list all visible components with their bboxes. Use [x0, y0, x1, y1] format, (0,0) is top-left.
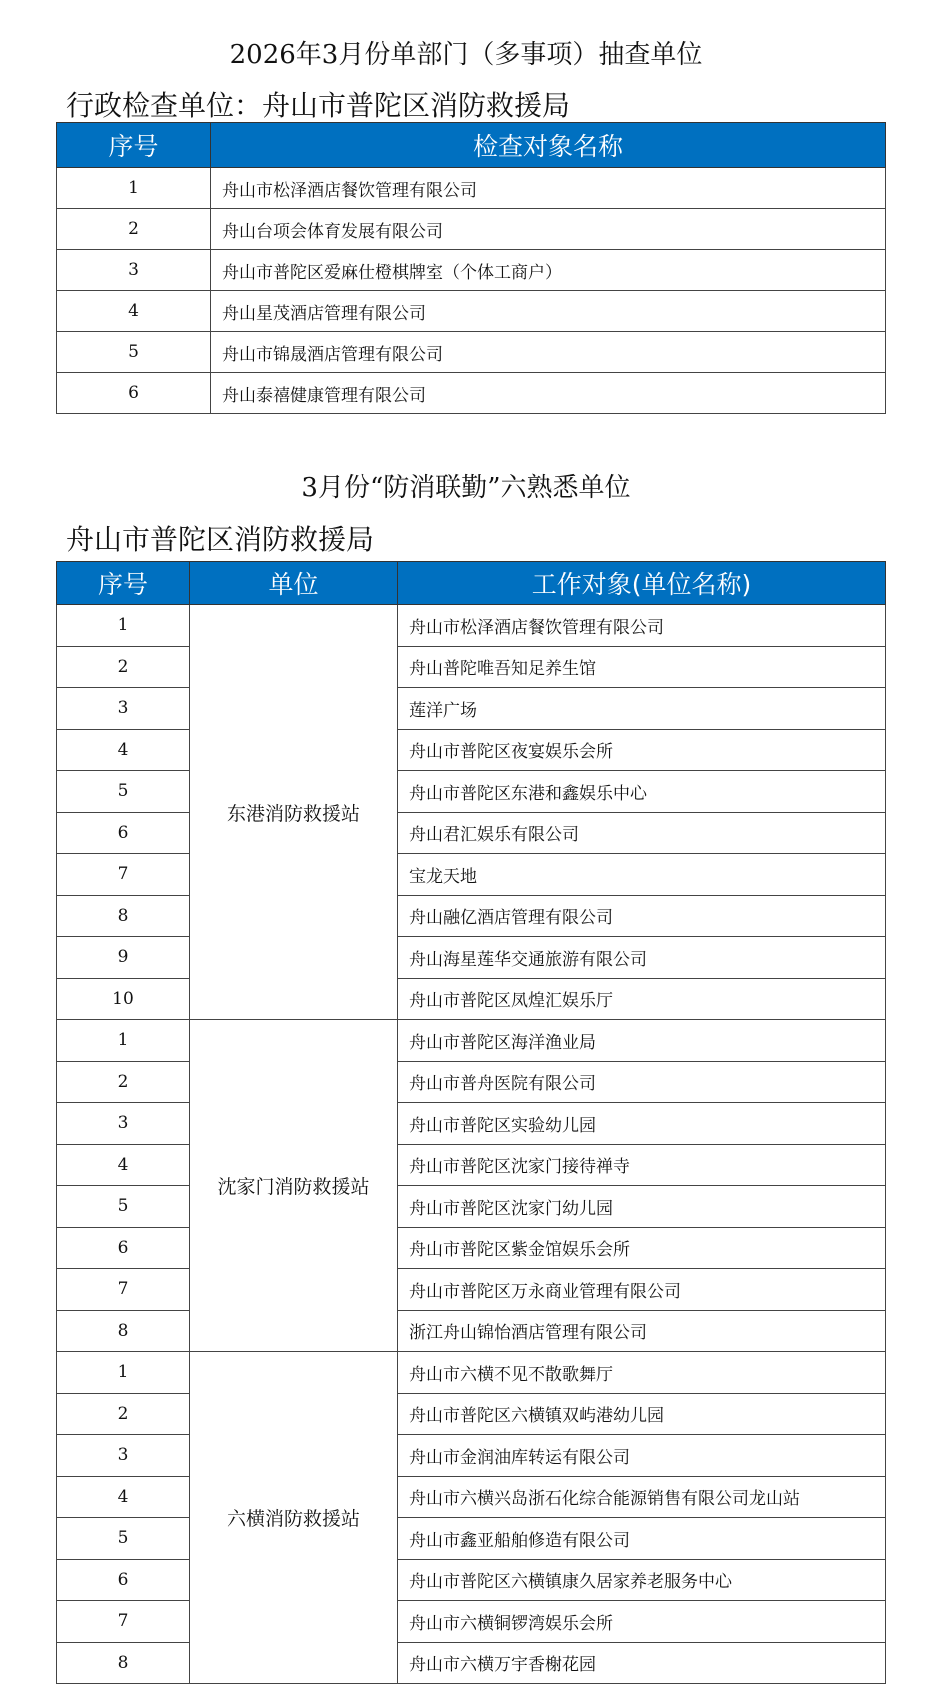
- row-target: 舟山市普陀区凤煌汇娱乐厅: [398, 978, 886, 1020]
- row-target: 浙江舟山锦怡酒店管理有限公司: [398, 1310, 886, 1352]
- table-row: [57, 812, 886, 854]
- table-row: [57, 895, 886, 937]
- row-target: 舟山市普舟医院有限公司: [398, 1061, 886, 1103]
- table-row: [57, 1642, 886, 1684]
- table-row: [57, 1435, 886, 1477]
- row-index: 1: [57, 605, 190, 647]
- row-target: 舟山市六横万宇香榭花园: [398, 1642, 886, 1684]
- familiarization-table: [56, 561, 886, 1684]
- table-row: [57, 373, 886, 414]
- table-row: [57, 978, 886, 1020]
- table-row: [57, 1061, 886, 1103]
- row-index: 6: [57, 812, 190, 854]
- row-target: 舟山君汇娱乐有限公司: [398, 812, 886, 854]
- table-header-row: [57, 123, 886, 168]
- table-row: [57, 1227, 886, 1269]
- inspection-table: [56, 122, 886, 414]
- row-target: 舟山市普陀区夜宴娱乐会所: [398, 729, 886, 771]
- table-row: [57, 1352, 886, 1394]
- table-row: [57, 1186, 886, 1228]
- row-name: 舟山市松泽酒店餐饮管理有限公司: [211, 168, 886, 209]
- row-index: 4: [57, 729, 190, 771]
- header-index: 序号: [57, 123, 211, 168]
- row-index: 6: [57, 1559, 190, 1601]
- table-row: [57, 1476, 886, 1518]
- row-index: 7: [57, 1601, 190, 1643]
- row-index: 8: [57, 1642, 190, 1684]
- row-index: 6: [57, 1227, 190, 1269]
- row-index: 4: [57, 1476, 190, 1518]
- row-index: 5: [57, 771, 190, 813]
- table-row: [57, 291, 886, 332]
- row-index: 2: [57, 1393, 190, 1435]
- row-name: 舟山市锦晟酒店管理有限公司: [211, 332, 886, 373]
- row-index: 10: [57, 978, 190, 1020]
- row-index: 7: [57, 1269, 190, 1311]
- table-row: [57, 646, 886, 688]
- row-index: 6: [57, 373, 211, 414]
- unit-cell: 六横消防救援站: [190, 1352, 398, 1684]
- row-target: 舟山市普陀区东港和鑫娱乐中心: [398, 771, 886, 813]
- table-row: [57, 605, 886, 647]
- row-target: 舟山普陀唯吾知足养生馆: [398, 646, 886, 688]
- row-target: 莲洋广场: [398, 688, 886, 730]
- row-target: 舟山融亿酒店管理有限公司: [398, 895, 886, 937]
- row-target: 舟山市普陀区沈家门幼儿园: [398, 1186, 886, 1228]
- table-header-row: [57, 562, 886, 605]
- header-index: 序号: [57, 562, 190, 605]
- header-unit: 单位: [190, 562, 398, 605]
- row-index: 1: [57, 168, 211, 209]
- table-row: [57, 688, 886, 730]
- row-index: 3: [57, 1103, 190, 1145]
- table-row: [57, 1393, 886, 1435]
- row-index: 3: [57, 250, 211, 291]
- table-row: [57, 1144, 886, 1186]
- table-row: [57, 1269, 886, 1311]
- header-target: 工作对象(单位名称): [398, 562, 886, 605]
- table-row: [57, 854, 886, 896]
- table-row: [57, 1020, 886, 1062]
- table-row: [57, 168, 886, 209]
- row-name: 舟山台项会体育发展有限公司: [211, 209, 886, 250]
- header-name: 检查对象名称: [211, 123, 886, 168]
- row-target: 舟山市金润油库转运有限公司: [398, 1435, 886, 1477]
- row-target: 舟山市松泽酒店餐饮管理有限公司: [398, 605, 886, 647]
- table-row: [57, 250, 886, 291]
- row-target: 舟山市普陀区实验幼儿园: [398, 1103, 886, 1145]
- section2-title: 3月份“防消联勤”六熟悉单位: [301, 473, 631, 503]
- row-index: 2: [57, 1061, 190, 1103]
- row-index: 1: [57, 1020, 190, 1062]
- row-target: 舟山市普陀区海洋渔业局: [398, 1020, 886, 1062]
- table-row: [57, 209, 886, 250]
- section2-subtitle: 舟山市普陀区消防救援局: [66, 523, 375, 556]
- row-index: 5: [57, 332, 211, 373]
- unit-cell: 沈家门消防救援站: [190, 1020, 398, 1352]
- row-index: 3: [57, 688, 190, 730]
- row-target: 舟山市普陀区万永商业管理有限公司: [398, 1269, 886, 1311]
- table-row: [57, 937, 886, 979]
- row-index: 8: [57, 1310, 190, 1352]
- row-target: 宝龙天地: [398, 854, 886, 896]
- table-row: [57, 771, 886, 813]
- row-index: 2: [57, 646, 190, 688]
- row-index: 4: [57, 1144, 190, 1186]
- row-index: 5: [57, 1518, 190, 1560]
- row-index: 2: [57, 209, 211, 250]
- row-target: 舟山市普陀区六横镇双屿港幼儿园: [398, 1393, 886, 1435]
- unit-cell: 东港消防救援站: [190, 605, 398, 1020]
- row-index: 8: [57, 895, 190, 937]
- table-row: [57, 1103, 886, 1145]
- row-target: 舟山市六横兴岛浙石化综合能源销售有限公司龙山站: [398, 1476, 886, 1518]
- table-row: [57, 1559, 886, 1601]
- table-row: [57, 332, 886, 373]
- row-target: 舟山市六横铜锣湾娱乐会所: [398, 1601, 886, 1643]
- row-name: 舟山市普陀区爱麻仕橙棋牌室（个体工商户）: [211, 250, 886, 291]
- row-index: 4: [57, 291, 211, 332]
- row-target: 舟山市普陀区紫金馆娱乐会所: [398, 1227, 886, 1269]
- row-name: 舟山星茂酒店管理有限公司: [211, 291, 886, 332]
- table-row: [57, 1601, 886, 1643]
- table-row: [57, 1310, 886, 1352]
- row-index: 3: [57, 1435, 190, 1477]
- row-index: 1: [57, 1352, 190, 1394]
- table-row: [57, 729, 886, 771]
- row-index: 9: [57, 937, 190, 979]
- row-target: 舟山市六横不见不散歌舞厅: [398, 1352, 886, 1394]
- row-target: 舟山市鑫亚船舶修造有限公司: [398, 1518, 886, 1560]
- row-index: 7: [57, 854, 190, 896]
- section1-title: 2026年3月份单部门（多事项）抽查单位: [229, 40, 703, 70]
- section1-subtitle: 行政检查单位：舟山市普陀区消防救援局: [66, 89, 571, 122]
- table-row: [57, 1518, 886, 1560]
- row-target: 舟山市普陀区六横镇康久居家养老服务中心: [398, 1559, 886, 1601]
- row-index: 5: [57, 1186, 190, 1228]
- row-target: 舟山海星莲华交通旅游有限公司: [398, 937, 886, 979]
- row-name: 舟山泰禧健康管理有限公司: [211, 373, 886, 414]
- row-target: 舟山市普陀区沈家门接待禅寺: [398, 1144, 886, 1186]
